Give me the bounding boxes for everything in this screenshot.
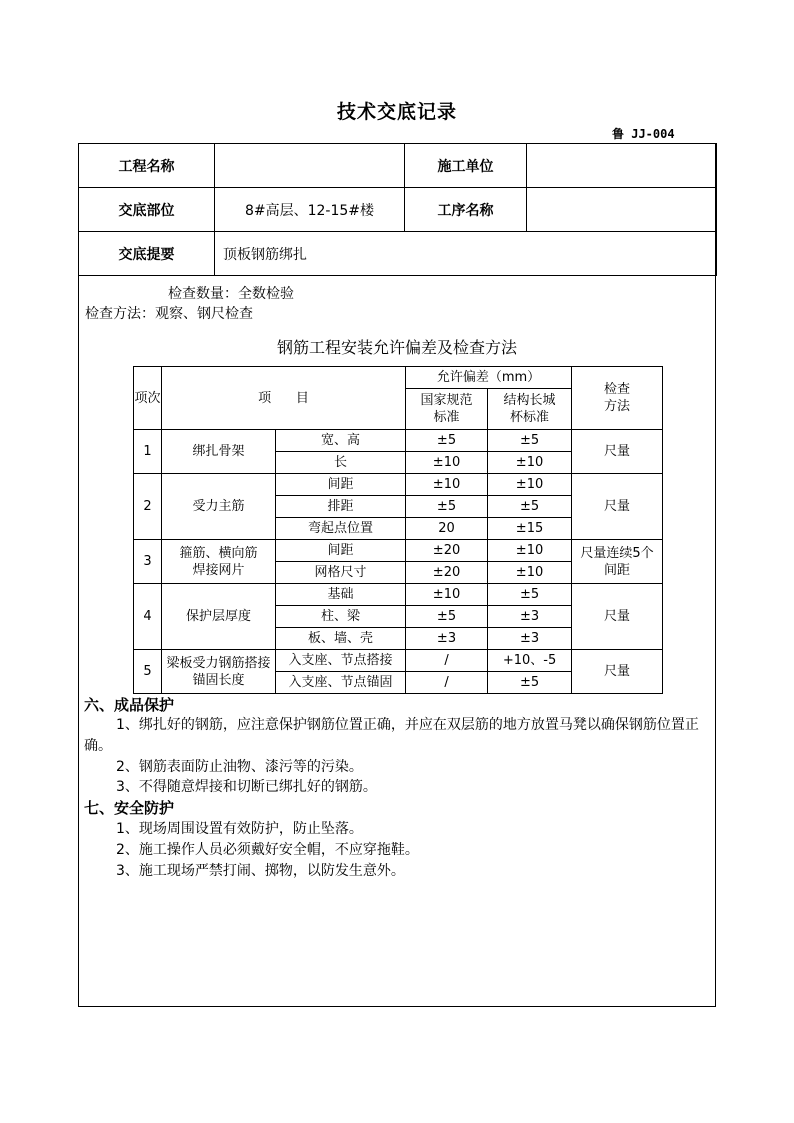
row-cup-value: ±3 (488, 628, 572, 650)
row-national-value: / (406, 672, 488, 694)
row-national-value: ±5 (406, 496, 488, 518)
row-cup-value: ±10 (488, 474, 572, 496)
row-national-value: ±5 (406, 430, 488, 452)
row-national-value: / (406, 650, 488, 672)
table-row (134, 650, 663, 672)
row-item-name: 绑扎骨架 (162, 430, 276, 474)
col-check-header: 检查方法 (572, 367, 663, 430)
section6-item-3: 3、不得随意焊接和切断已绑扎好的钢筋。 (116, 779, 377, 795)
row-national-value: ±20 (406, 540, 488, 562)
row-cup-value: ±3 (488, 606, 572, 628)
row-item-name: 梁板受力钢筋搭接锚固长度 (162, 650, 276, 694)
row-check-method: 尺量 (572, 474, 663, 540)
col-no-header: 项次 (134, 367, 162, 430)
spec-table (133, 366, 663, 694)
row-sub-item: 入支座、节点锚固 (276, 672, 406, 694)
row-national-value: ±5 (406, 606, 488, 628)
project-name-label: 工程名称 (79, 144, 215, 188)
row-cup-value: ±10 (488, 540, 572, 562)
col-national-header: 国家规范标准 (406, 389, 488, 430)
section6-title: 六、成品保护 (84, 696, 175, 714)
inspection-method: 检查方法：观察、钢尺检查 (85, 306, 253, 322)
section7-item-3: 3、施工现场严禁打闹、掷物，以防发生意外。 (116, 863, 405, 879)
row-national-value: 20 (406, 518, 488, 540)
document-code: 鲁 JJ-004 (612, 127, 675, 141)
section6-item-1: 1、绑扎好的钢筋，应注意保护钢筋位置正确，并应在双层筋的地方放置马凳以确保钢筋位置正确。 (84, 717, 699, 754)
construction-unit-value (527, 144, 717, 188)
table-row (134, 584, 663, 606)
row-cup-value: +10、-5 (488, 650, 572, 672)
table-row (134, 474, 663, 496)
part-value: 8#高层、12-15#楼 (215, 188, 405, 232)
row-no: 3 (134, 540, 162, 584)
row-sub-item: 长 (276, 452, 406, 474)
summary-label: 交底提要 (79, 232, 215, 276)
row-item-name: 保护层厚度 (162, 584, 276, 650)
row-check-method: 尺量 (572, 430, 663, 474)
row-check-method: 尺量 (572, 650, 663, 694)
inspection-quantity: 检查数量：全数检验 (168, 286, 294, 302)
row-item-name: 受力主筋 (162, 474, 276, 540)
row-cup-value: ±5 (488, 584, 572, 606)
row-sub-item: 板、墙、壳 (276, 628, 406, 650)
row-national-value: ±10 (406, 474, 488, 496)
row-national-value: ±20 (406, 562, 488, 584)
row-sub-item: 宽、高 (276, 430, 406, 452)
table-row (134, 430, 663, 452)
header-table (78, 143, 717, 276)
row-no: 5 (134, 650, 162, 694)
row-sub-item: 网格尺寸 (276, 562, 406, 584)
row-national-value: ±10 (406, 584, 488, 606)
construction-unit-label: 施工单位 (405, 144, 527, 188)
col-cup-header: 结构长城杯标准 (488, 389, 572, 430)
row-no: 4 (134, 584, 162, 650)
row-cup-value: ±10 (488, 452, 572, 474)
process-label: 工序名称 (405, 188, 527, 232)
table-row (134, 540, 663, 562)
row-cup-value: ±10 (488, 562, 572, 584)
col-tolerance-header: 允许偏差（mm） (406, 367, 572, 389)
process-value (527, 188, 717, 232)
row-sub-item: 间距 (276, 474, 406, 496)
col-item-header: 项 目 (162, 367, 406, 430)
row-sub-item: 弯起点位置 (276, 518, 406, 540)
row-check-method: 尺量连续5个间距 (572, 540, 663, 584)
row-sub-item: 入支座、节点搭接 (276, 650, 406, 672)
row-national-value: ±3 (406, 628, 488, 650)
section6-item-2: 2、钢筋表面防止油物、漆污等的污染。 (116, 759, 363, 775)
row-sub-item: 基础 (276, 584, 406, 606)
summary-value: 顶板钢筋绑扎 (215, 232, 717, 276)
row-no: 2 (134, 474, 162, 540)
page-title: 技术交底记录 (336, 101, 457, 123)
section7-item-1: 1、现场周围设置有效防护，防止坠落。 (116, 821, 363, 837)
row-sub-item: 排距 (276, 496, 406, 518)
row-no: 1 (134, 430, 162, 474)
section7-item-2: 2、施工操作人员必须戴好安全帽，不应穿拖鞋。 (116, 842, 419, 858)
spec-table-title: 钢筋工程安装允许偏差及检查方法 (276, 338, 517, 357)
section7-title: 七、安全防护 (84, 799, 175, 817)
project-name-value (215, 144, 405, 188)
row-cup-value: ±5 (488, 672, 572, 694)
row-sub-item: 柱、梁 (276, 606, 406, 628)
row-cup-value: ±5 (488, 496, 572, 518)
row-national-value: ±10 (406, 452, 488, 474)
row-cup-value: ±15 (488, 518, 572, 540)
row-item-name: 箍筋、横向筋焊接网片 (162, 540, 276, 584)
row-check-method: 尺量 (572, 584, 663, 650)
row-sub-item: 间距 (276, 540, 406, 562)
row-cup-value: ±5 (488, 430, 572, 452)
part-label: 交底部位 (79, 188, 215, 232)
